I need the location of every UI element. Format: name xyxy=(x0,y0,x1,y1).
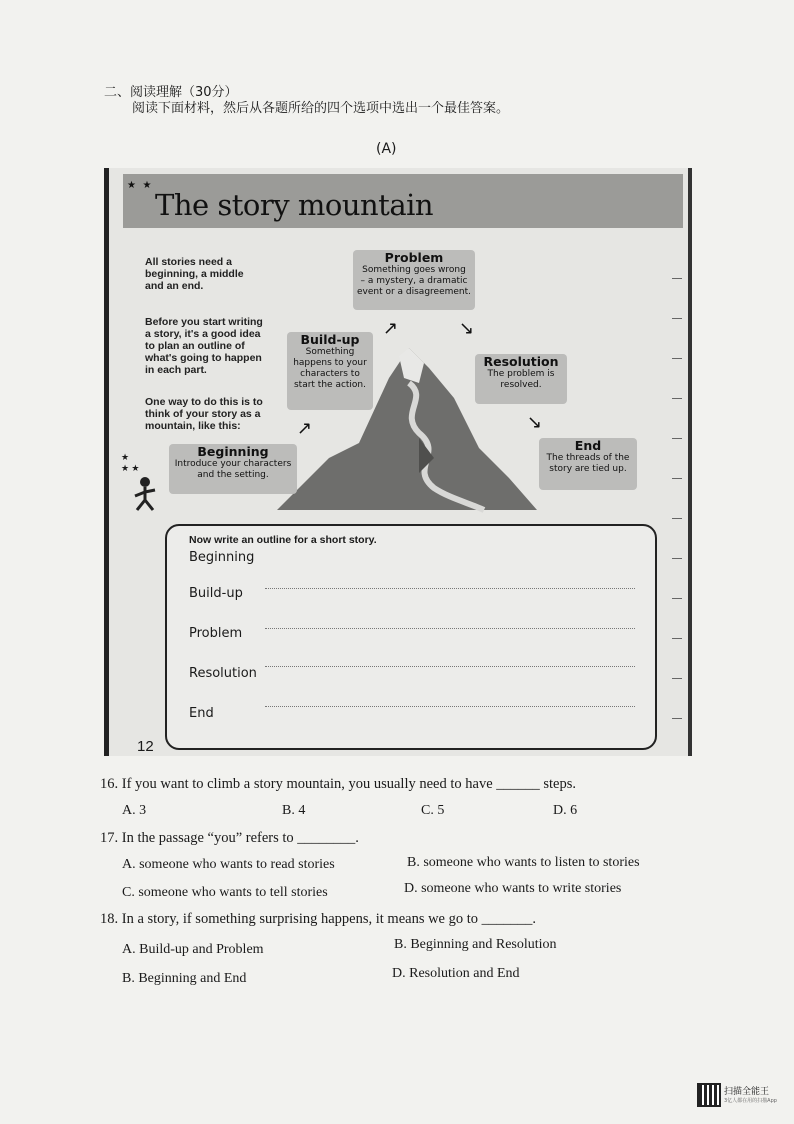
stage-title: Problem xyxy=(384,250,444,265)
option[interactable]: C. someone who wants to tell stories xyxy=(122,885,328,900)
option[interactable]: B. someone who wants to listen to stories xyxy=(407,855,640,870)
intro-paragraph-3: One way to do this is to think of your story as a mountain, like this: xyxy=(145,396,263,432)
margin-tick xyxy=(672,518,682,519)
margin-tick xyxy=(672,278,682,279)
option[interactable]: B. Beginning and Resolution xyxy=(394,937,557,952)
question-number: 16. xyxy=(100,776,119,792)
option[interactable]: A. someone who wants to read stories xyxy=(122,857,335,872)
passage-label: (A) xyxy=(376,141,397,157)
arrow-icon: ↘ xyxy=(459,318,475,339)
outline-label-resolution: Resolution xyxy=(189,666,257,681)
stars-decoration: ★ ★ xyxy=(127,180,154,191)
watermark-sub: 3亿人都在用的扫描App xyxy=(724,1098,777,1104)
outline-title: Now write an outline for a short story. xyxy=(189,534,377,546)
question-number: 18. xyxy=(100,911,119,927)
margin-tick xyxy=(672,438,682,439)
outline-label-buildup: Build-up xyxy=(189,586,243,601)
stage-title: End xyxy=(574,438,602,453)
option[interactable]: A. 3 xyxy=(122,803,147,818)
option[interactable]: D. 6 xyxy=(553,803,578,818)
margin-tick xyxy=(672,358,682,359)
margin-tick xyxy=(672,478,682,479)
stage-title: Resolution xyxy=(483,354,559,369)
stage-end: End The threads of the story are tied up. xyxy=(539,438,637,490)
question-text: If you want to climb a story mountain, you usually need to have ______ steps. xyxy=(121,776,577,792)
page-number: 12 xyxy=(137,738,154,755)
option[interactable]: B. Beginning and End xyxy=(122,971,247,986)
margin-tick xyxy=(672,718,682,719)
arrow-icon: ↘ xyxy=(527,412,543,433)
margin-tick xyxy=(672,558,682,559)
option[interactable]: A. Build-up and Problem xyxy=(122,942,264,957)
margin-tick xyxy=(672,638,682,639)
section-heading: 二、阅读理解（30分） xyxy=(104,85,238,100)
option[interactable]: C. 5 xyxy=(421,803,445,818)
stage-resolution: Resolution The problem is resolved. xyxy=(475,354,567,404)
climber-icon xyxy=(123,472,165,514)
margin-tick xyxy=(672,678,682,679)
outline-line xyxy=(265,706,635,707)
outline-worksheet xyxy=(165,524,657,750)
intro-paragraph-1: All stories need a beginning, a middle and an end. xyxy=(145,256,244,292)
question-number: 17. xyxy=(100,830,119,846)
watermark-brand: 扫描全能王 xyxy=(724,1087,770,1097)
outline-line xyxy=(265,628,635,629)
question-18 xyxy=(100,911,536,928)
stage-title: Beginning xyxy=(197,444,269,459)
option[interactable]: B. 4 xyxy=(282,803,306,818)
outline-line xyxy=(265,666,635,667)
option[interactable]: D. Resolution and End xyxy=(392,966,520,981)
stage-problem: Problem Something goes wrong – a mystery, a dramatic event or a disagreement. xyxy=(353,250,475,310)
section-instruction: 阅读下面材料，然后从各题所给的四个选项中选出一个最佳答案。 xyxy=(132,101,510,116)
story-mountain-poster xyxy=(104,168,692,756)
question-17 xyxy=(100,830,359,847)
margin-tick xyxy=(672,398,682,399)
arrow-icon: ↗ xyxy=(383,318,399,339)
poster-title: The story mountain xyxy=(155,188,434,222)
question-text: In the passage “you” refers to ________. xyxy=(121,830,359,846)
stage-title: Build-up xyxy=(300,332,360,347)
question-text: In a story, if something surprising happens, it means we go to _______. xyxy=(121,911,537,927)
stars-decoration: ★ ★ ★ xyxy=(121,452,140,473)
stage-buildup: Build-up Something happens to your characters to start the action. xyxy=(287,332,373,410)
margin-tick xyxy=(672,318,682,319)
qr-code-icon xyxy=(697,1083,721,1107)
margin-tick xyxy=(672,598,682,599)
outline-label-problem: Problem xyxy=(189,626,243,641)
outline-label-end: End xyxy=(189,706,214,721)
intro-paragraph-2: Before you start writing a story, it's a good idea to plan an outline of what's going to happen in each part. xyxy=(145,316,263,376)
outline-line xyxy=(265,588,635,589)
option[interactable]: D. someone who wants to write stories xyxy=(404,881,622,896)
outline-label-beginning: Beginning xyxy=(189,550,255,565)
question-16 xyxy=(100,776,576,793)
arrow-icon: ↗ xyxy=(297,418,313,439)
stage-beginning: Beginning Introduce your characters and the setting. xyxy=(169,444,297,494)
